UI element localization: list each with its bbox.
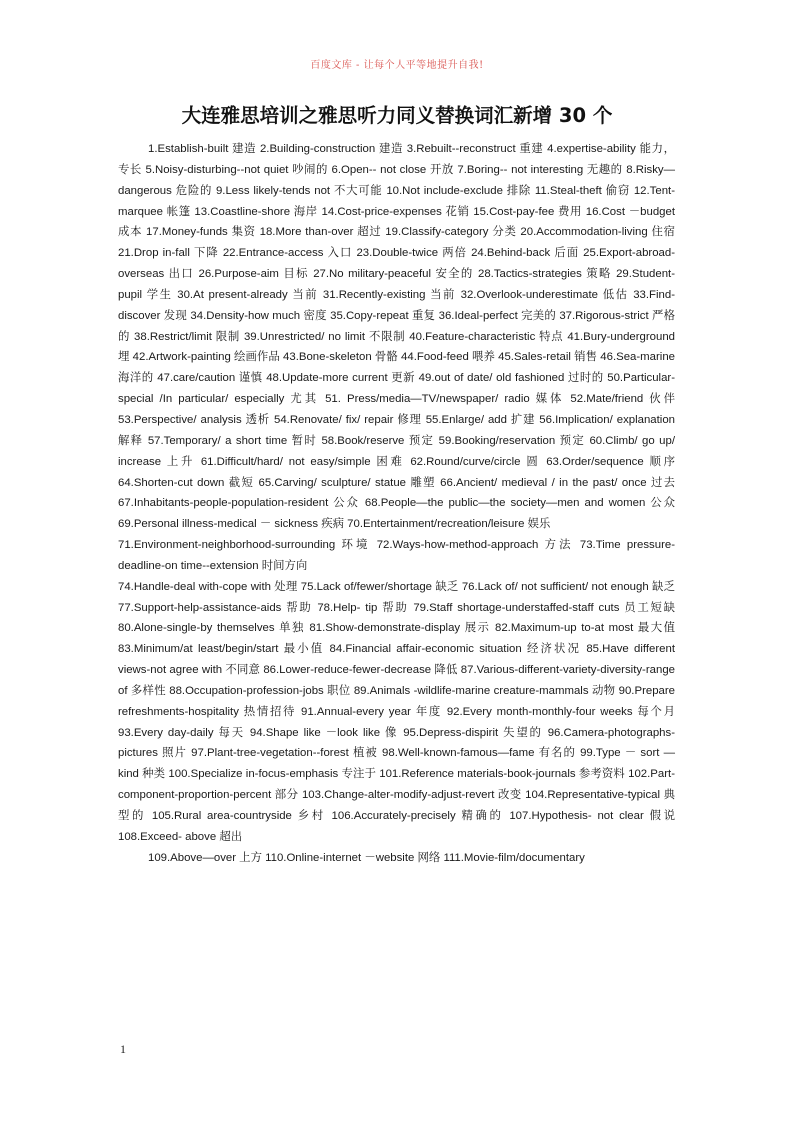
document-title: 大连雅思培训之雅思听力同义替换词汇新增 30 个 [181,104,613,127]
paragraph: 1.Establish-built 建造 2.Building-construction 建造 3.Rebuilt--reconstruct 重建 4.expertise-ability 能力，专长 5.Noisy-disturbing--not quiet 吵闹的 6.Open-- not close 开放 7.Boring-- not interesting 无趣的 8.Risky—dangerous 危险的 9.Less likely-tends not 不大可能 10.Not include-exclude 排除 11.Steal-theft 偷窃 12.Tent-marquee 帐篷 13.Coastline-shore 海岸 14.Cost-price-expenses 花销 15.Cost-pay-fee 费用 16.Cost －budget 成本 17.Money-funds 集资 18.More than-over 超过 19.Classify-category 分类 20.Accommodation-living 住宿 21.Drop in-fall 下降 22.Entrance-access 入口 23.Double-twice 两倍 24.Behind-back 后面 25.Export-abroad-overseas 出口 26.Purpose-aim 目标 27.No military-peaceful 安全的 28.Tactics-strategies 策略 29.Student-pupil 学生 30.At present-already 当前 31.Recently-existing 当前 32.Overlook-underestimate 低估 33.Find-discover 发现 34.Density-how much 密度 35.Copy-repeat 重复 36.Ideal-perfect 完美的 37.Rigorous-strict 严格的 38.Restrict/limit 限制 39.Unrestricted/ no limit 不限制 40.Feature-characteristic 特点 41.Bury-underground 埋 42.Artwork-painting 绘画作品 43.Bone-skeleton 骨骼 44.Food-feed 喂养 45.Sales-retail 销售 46.Sea-marine 海洋的 47.care/caution 谨慎 48.Update-more current 更新 49.out of date/ old fashioned 过时的 50.Particular- special /In particular/ especially 尤其 51. Press/media—TV/newspaper/ radio 媒体 52.Mate/friend 伙伴 53.Perspective/ analysis 透析 54.Renovate/ fix/ repair 修理 55.Enlarge/ add 扩建 56.Implication/ explanation 解释 57.Temporary/ a short time 暂时 58.Book/reserve 预定 59.Booking/reservation 预定 60.Climb/ go up/ increase 上升 61.Difficult/hard/ not easy/simple 困难 62.Round/curve/circle 圆 63.Order/sequence 顺序 64.Shorten-cut down 截短 65.Carving/ sculpture/ statue 雕塑 66.Ancient/ medieval / in the past/ once 过去 67.Inhabitants-people-population-resident 公众 68.People—the public—the society—men and women 公众 69.Personal illness-medical － sickness 疾病 70.Entertainment/recreation/leisure 娱乐 [118,143,675,531]
paragraph: 71.Environment-neighborhood-surrounding 环境 72.Ways-how-method-approach 方法 73.Time pressure-deadline-on time--extension 时间方向 [118,539,675,572]
page-number: 1 [120,1042,126,1056]
watermark-header: 百度文库 - 让每个人平等地提升自我! [310,60,484,71]
paragraph: 74.Handle-deal with-cope with 处理 75.Lack of/fewer/shortage 缺乏 76.Lack of/ not sufficient/ not enough 缺乏 77.Support-help-assistance-aids 帮助 78.Help- tip 帮助 79.Staff shortage-understaffed-staff cuts 员工短缺 80.Alone-single-by themselves 单独 81.Show-demonstrate-display 展示 82.Maximum-up to-at most 最大值 83.Minimum/at least/begin/start 最小值 84.Financial affair-economic situation 经济状况 85.Have different views-not agree with 不同意 86.Lower-reduce-fewer-decrease 降低 87.Various-different-variety-diversity-range of 多样性 88.Occupation-profession-jobs 职位 89.Animals -wildlife-marine creature-mammals 动物 90.Prepare refreshments-hospitality 热情招待 91.Annual-every year 年度 92.Every month-monthly-four weeks 每个月 93.Every day-daily 每天 94.Shape like －look like 像 95.Depress-dispirit 失望的 96.Camera-photographs-pictures 照片 97.Plant-tree-vegetation--forest 植被 98.Well-known-famous—fame 有名的 99.Type － sort — kind 种类 100.Specialize in-focus-emphasis 专注于 101.Reference materials-book-journals 参考资料 102.Part-component-proportion-percent 部分 103.Change-alter-modify-adjust-revert 改变 104.Representative-typical 典型的 105.Rural area-countryside 乡村 106.Accurately-precisely 精确的 107.Hypothesis- not clear 假说 108.Exceed- above 超出 [118,580,675,843]
paragraph: 109.Above—over 上方 110.Online-internet －website 网络 111.Movie-film/documentary [148,851,585,864]
document-body [118,139,675,869]
